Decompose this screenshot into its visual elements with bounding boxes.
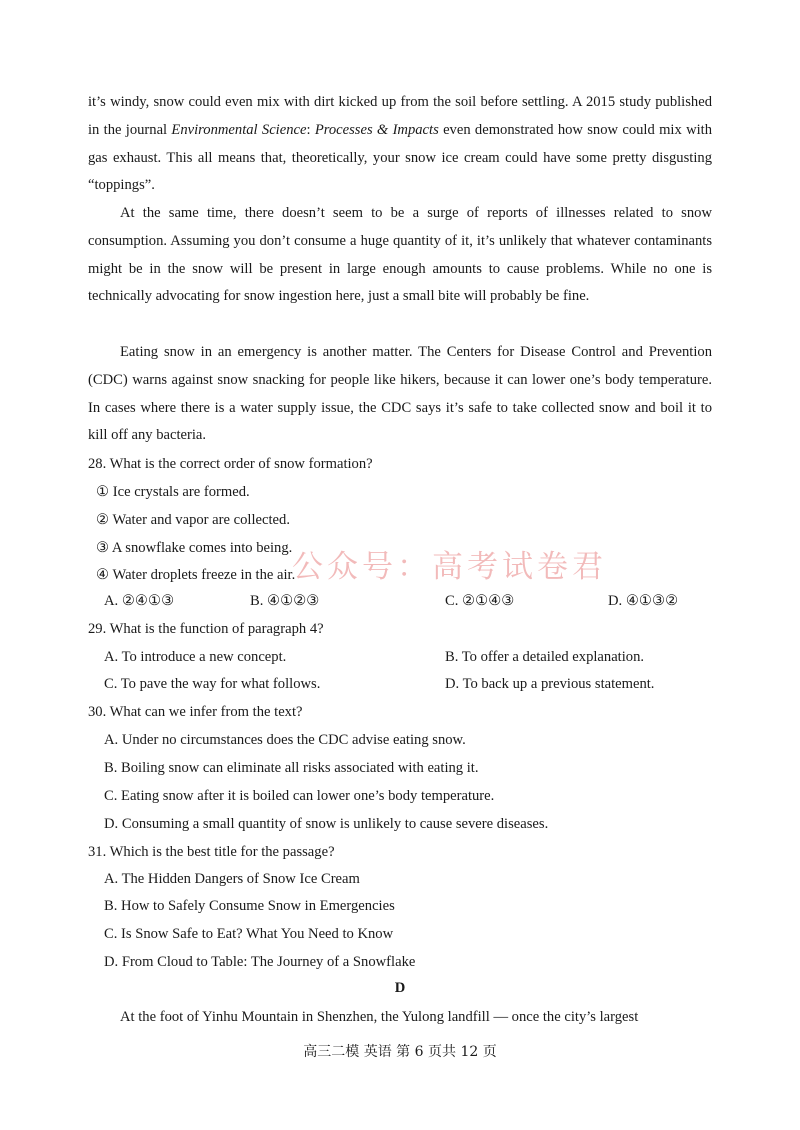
q28-step-4: ④ Water droplets freeze in the air. xyxy=(96,567,296,583)
q31-option-d: D. From Cloud to Table: The Journey of a Snowflake xyxy=(104,954,416,970)
q30-option-c: C. Eating snow after it is boiled can lower one’s body temperature. xyxy=(104,788,495,804)
q29-option-a: A. To introduce a new concept. xyxy=(104,649,287,665)
q28-step-2: ② Water and vapor are collected. xyxy=(96,512,290,528)
section-d-heading: D xyxy=(394,980,406,996)
journal-name-part-2: Processes & Impacts xyxy=(314,121,439,138)
paragraph-continuation xyxy=(88,89,712,200)
q29-option-c: C. To pave the way for what follows. xyxy=(104,676,321,692)
q29-option-d: D. To back up a previous statement. xyxy=(445,676,655,692)
page-footer: 高三二模 英语 第 6 页共 12 页 xyxy=(303,1044,497,1060)
journal-colon: : xyxy=(306,121,315,138)
paragraph-text: even demonstrated how snow could mix with gas exhaust. This all means that, theoretically, your snow ice cream could have some pretty disgusting “toppings”. xyxy=(88,121,713,194)
section-d-first-line: At the foot of Yinhu Mountain in Shenzhen, the Yulong landfill — once the city’s largest xyxy=(120,1009,639,1025)
q28-option-d: D. ④①③② xyxy=(608,593,679,609)
question-30-stem: 30. What can we infer from the text? xyxy=(88,704,303,720)
watermark: 公众号：高考试卷君 xyxy=(292,549,607,585)
paragraph-text: it’s windy, snow could even mix with dirt kicked up from the soil before settling. A 2015 study published in the journal xyxy=(88,94,712,138)
q28-option-b: B. ④①②③ xyxy=(250,593,320,609)
q28-option-c: C. ②①④③ xyxy=(445,593,515,609)
q28-step-3: ③ A snowflake comes into being. xyxy=(96,540,293,556)
q31-option-c: C. Is Snow Safe to Eat? What You Need to Know xyxy=(104,926,394,942)
q30-option-d: D. Consuming a small quantity of snow is unlikely to cause severe diseases. xyxy=(104,816,549,832)
q29-option-b: B. To offer a detailed explanation. xyxy=(445,649,645,665)
q30-option-a: A. Under no circumstances does the CDC advise eating snow. xyxy=(104,732,466,748)
q31-option-a: A. The Hidden Dangers of Snow Ice Cream xyxy=(104,871,360,887)
q28-option-a: A. ②④①③ xyxy=(104,593,175,609)
question-29-stem: 29. What is the function of paragraph 4? xyxy=(88,621,324,637)
q30-option-b: B. Boiling snow can eliminate all risks associated with eating it. xyxy=(104,760,479,776)
paragraph-illness-reports: At the same time, there doesn’t seem to be a surge of reports of illnesses related to snow consumption. Assuming you don’t consume a huge quantity of it, it’s unlikely that whatever contaminants might be in the snow will be present in large enough amounts to cause problems. While no one is technically advocating for snow ingestion here, just a small bite will probably be fine. xyxy=(88,205,712,305)
question-31-stem: 31. Which is the best title for the passage? xyxy=(88,844,335,860)
question-28-stem: 28. What is the correct order of snow formation? xyxy=(88,456,373,472)
paragraph-emergency: Eating snow in an emergency is another matter. The Centers for Disease Control and Prevention (CDC) warns against snow snacking for people like hikers, because it can lower one’s body temperature. In cases where there is a water supply issue, the CDC says it’s safe to take collected snow and boil it to kill off any bacteria. xyxy=(88,344,712,444)
q31-option-b: B. How to Safely Consume Snow in Emergencies xyxy=(104,898,395,914)
journal-name-part-1: Environmental Science xyxy=(171,121,307,138)
q28-step-1: ① Ice crystals are formed. xyxy=(96,484,250,500)
